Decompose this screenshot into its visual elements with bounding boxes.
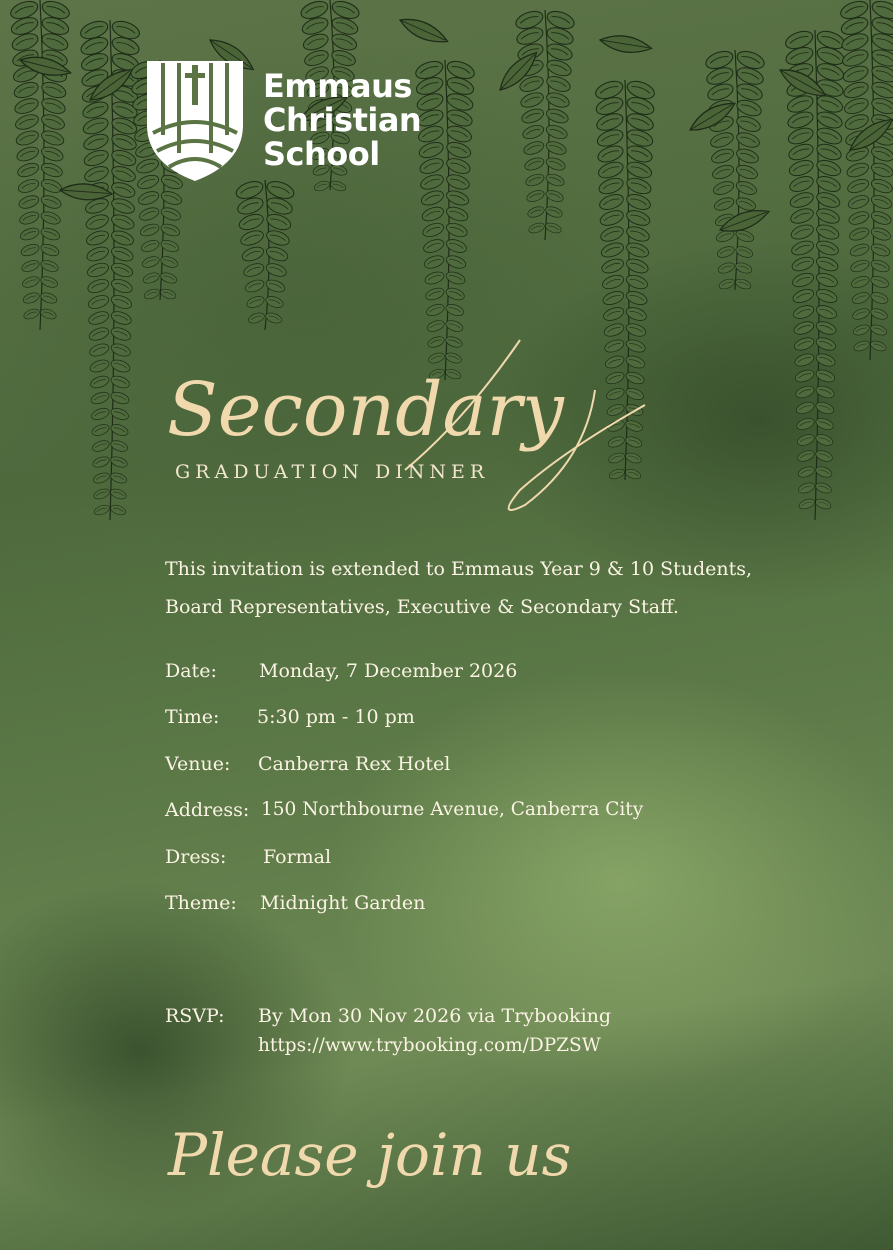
script-title (165, 330, 665, 520)
detail-label: Dress: (165, 846, 227, 868)
detail-label: Time: (165, 706, 220, 728)
detail-value: Midnight Garden (260, 892, 426, 914)
detail-label: Date: (165, 660, 217, 682)
school-name-line2: Christian (263, 101, 422, 139)
closing-text: Please join us (168, 1121, 572, 1189)
detail-label: Address: (165, 799, 250, 821)
rsvp-deadline: By Mon 30 Nov 2026 via Trybooking (258, 1005, 612, 1027)
detail-value: Monday, 7 December 2026 (259, 660, 518, 682)
school-name-line3: School (263, 135, 380, 173)
rsvp-link[interactable]: https://www.trybooking.com/DPZSW (258, 1035, 601, 1056)
event-subtitle: GRADUATION DINNER (175, 461, 490, 483)
detail-value: Formal (263, 846, 332, 868)
detail-label: Venue: (165, 753, 231, 775)
detail-value: Canberra Rex Hotel (258, 753, 451, 775)
shield-emblem-icon (143, 55, 247, 183)
rsvp-label: RSVP: (165, 1005, 225, 1027)
intro-line-1: This invitation is extended to Emmaus Year 9 & 10 Students, (165, 558, 753, 580)
closing-script (160, 1100, 620, 1240)
detail-label: Theme: (165, 892, 237, 914)
school-name-line1: Emmaus (263, 67, 412, 105)
detail-value: 5:30 pm - 10 pm (257, 706, 415, 728)
script-title-text: Secondary (167, 367, 564, 453)
detail-value: 150 Northbourne Avenue, Canberra City (261, 799, 644, 820)
invitation-intro (165, 550, 805, 626)
school-logo (143, 55, 422, 185)
intro-line-2: Board Representatives, Executive & Secondary Staff. (165, 596, 679, 618)
